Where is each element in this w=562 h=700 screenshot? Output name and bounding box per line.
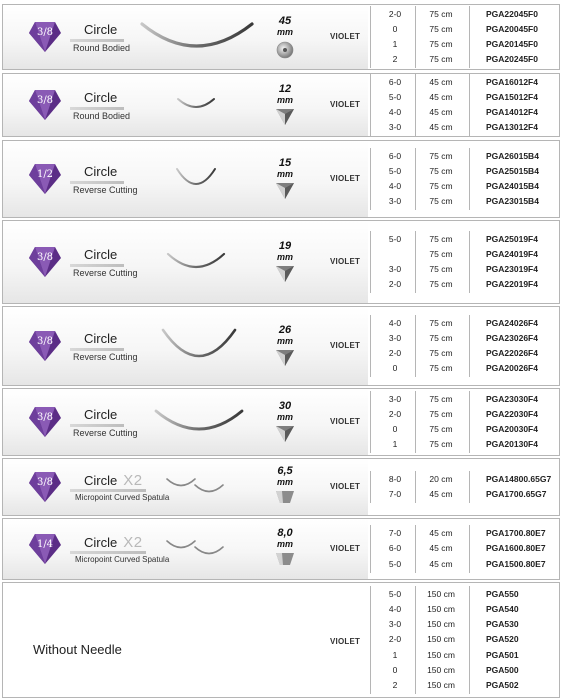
suture-size-cell: 5-0	[388, 588, 402, 599]
product-code-cell: PGA24019F4	[486, 248, 538, 259]
product-code-cell: PGA15012F4	[486, 91, 538, 102]
table-row	[3, 632, 559, 647]
product-code-cell: PGA25015B4	[486, 165, 539, 176]
suture-size-cell: 0	[392, 23, 398, 34]
table-row	[3, 526, 559, 541]
needle-shape-title-text: Circle	[84, 164, 118, 179]
table-row	[3, 179, 559, 194]
suture-size-cell: 5-0	[388, 558, 402, 569]
suture-size-cell: 2-0	[388, 634, 402, 645]
table-row	[3, 422, 559, 437]
suture-size-cell: 7-0	[388, 489, 402, 499]
product-code-cell: PGA23019F4	[486, 264, 538, 274]
suture-length-cell: 150 cm	[427, 588, 455, 599]
suture-size-cell: 3-0	[388, 393, 402, 404]
product-code-cell: PGA22030F4	[486, 408, 538, 419]
table-row	[3, 472, 559, 487]
suture-size-cell: 3-0	[388, 619, 402, 630]
suture-size-cell: 1	[392, 439, 398, 450]
needle-type-subtitle: Reverse Cutting	[73, 185, 138, 195]
product-block	[2, 4, 560, 70]
suture-size-cell: 5-0	[388, 91, 402, 102]
suture-size-cell: 7-0	[388, 528, 402, 539]
suture-size-cell: 2	[392, 54, 398, 65]
suture-size-cell: 5-0	[388, 165, 402, 176]
product-code-cell: PGA13012F4	[486, 122, 538, 133]
needle-fraction-label: 3/8	[36, 27, 54, 38]
table-row	[3, 52, 559, 67]
product-code-cell: PGA26015B4	[486, 150, 539, 161]
needle-length-value: 8,0	[277, 527, 293, 539]
product-block	[2, 458, 560, 516]
suture-length-cell: 75 cm	[429, 317, 453, 328]
product-code-cell: PGA23026F4	[486, 332, 538, 343]
needle-length-unit: mm	[276, 252, 293, 262]
suture-size-cell: 3-0	[388, 264, 402, 274]
table-row	[3, 602, 559, 617]
table-row	[3, 120, 559, 135]
table-row	[3, 22, 559, 37]
needle-fraction-label: 3/8	[36, 95, 54, 106]
needle-length-unit: mm	[276, 539, 293, 549]
needle-type-subtitle: Reverse Cutting	[73, 352, 138, 362]
product-code-cell: PGA550	[486, 588, 519, 599]
suture-length-cell: 45 cm	[429, 107, 453, 117]
suture-length-cell: 75 cm	[429, 39, 453, 49]
table-row	[3, 164, 559, 179]
product-block	[2, 73, 560, 137]
table-row	[3, 331, 559, 346]
suture-length-cell: 45 cm	[429, 122, 453, 133]
suture-length-cell: 45 cm	[429, 528, 453, 539]
product-code-cell: PGA500	[486, 664, 519, 675]
suture-length-cell: 75 cm	[429, 348, 453, 358]
table-row	[3, 247, 559, 262]
suture-length-cell: 45 cm	[429, 489, 453, 499]
needle-length-unit: mm	[276, 169, 293, 179]
needle-length-unit: mm	[276, 95, 293, 105]
suture-length-cell: 150 cm	[427, 634, 455, 645]
suture-color: VIOLET	[330, 32, 361, 41]
suture-size-cell: 6-0	[388, 150, 402, 161]
table-row	[3, 678, 559, 693]
needle-length-value: 30	[278, 400, 292, 412]
needle-type-subtitle: Reverse Cutting	[73, 268, 138, 278]
product-code-cell: PGA1700.65G7	[486, 489, 547, 499]
product-code-cell: PGA16012F4	[486, 76, 538, 87]
needle-length-value: 6,5	[277, 465, 293, 477]
product-code-cell: PGA22019F4	[486, 279, 538, 290]
product-code-cell: PGA520	[486, 634, 519, 645]
suture-length-cell: 45 cm	[429, 76, 453, 87]
suture-length-cell: 150 cm	[427, 604, 455, 614]
suture-size-cell: 1	[392, 649, 398, 660]
suture-color: VIOLET	[330, 637, 361, 646]
suture-size-cell: 3-0	[388, 332, 402, 343]
suture-length-cell: 75 cm	[429, 424, 453, 434]
product-code-cell: PGA1500.80E7	[486, 558, 546, 569]
needle-length-unit: mm	[276, 336, 293, 346]
table-row	[3, 105, 559, 120]
product-code-cell: PGA20030F4	[486, 424, 538, 434]
needle-fraction-label: 3/8	[36, 336, 54, 347]
table-row	[3, 361, 559, 376]
table-row	[3, 262, 559, 277]
needle-shape-title-text: Circle	[84, 407, 118, 422]
suture-size-cell: 2-0	[388, 279, 402, 290]
needle-shape-title-text: Circle	[84, 331, 118, 346]
suture-length-cell: 75 cm	[429, 393, 453, 404]
suture-length-cell: 75 cm	[429, 408, 453, 419]
product-code-cell: PGA20145F0	[486, 39, 538, 49]
product-code-cell: PGA25019F4	[486, 233, 538, 244]
suture-size-cell: 2-0	[388, 8, 402, 19]
needle-type-subtitle: Micropoint Curved Spatula	[75, 493, 170, 502]
needle-shape-title-text: Circle	[84, 247, 118, 262]
needle-fraction-label: 3/8	[36, 252, 54, 263]
product-code-cell: PGA501	[486, 649, 519, 660]
table-row	[3, 617, 559, 632]
suture-size-cell: 0	[392, 664, 398, 675]
suture-size-cell: 1	[392, 39, 398, 49]
needle-length-unit: mm	[276, 412, 293, 422]
suture-length-cell: 20 cm	[429, 473, 453, 484]
suture-length-cell: 150 cm	[427, 664, 455, 675]
table-row	[3, 277, 559, 292]
double-needle-label: X2	[123, 534, 143, 551]
needle-length-unit: mm	[276, 477, 293, 487]
suture-length-cell: 45 cm	[429, 543, 453, 554]
product-code-cell: PGA20245F0	[486, 54, 538, 65]
table-row	[3, 90, 559, 105]
table-row	[3, 587, 559, 602]
without-needle-label: Without Needle	[33, 642, 122, 657]
suture-length-cell: 75 cm	[429, 8, 453, 19]
needle-length-unit: mm	[276, 27, 293, 37]
table-row	[3, 407, 559, 422]
double-needle-label: X2	[123, 472, 143, 489]
product-block	[2, 388, 560, 456]
needle-type-subtitle: Round Bodied	[73, 111, 131, 121]
suture-length-cell: 75 cm	[429, 363, 453, 374]
suture-length-cell: 45 cm	[429, 558, 453, 569]
needle-shape-title-text: Circle	[84, 90, 118, 105]
suture-size-cell: 3-0	[388, 196, 402, 207]
product-code-cell: PGA22045F0	[486, 8, 538, 19]
needle-type-subtitle: Micropoint Curved Spatula	[75, 555, 170, 564]
suture-length-cell: 150 cm	[427, 680, 455, 690]
needle-shape-title-text: Circle	[84, 473, 118, 488]
needle-length-value: 45	[278, 15, 292, 27]
suture-length-cell: 75 cm	[429, 196, 453, 207]
suture-length-cell: 75 cm	[429, 54, 453, 65]
needle-length-value: 12	[278, 83, 292, 95]
suture-length-cell: 150 cm	[427, 619, 455, 630]
product-code-cell: PGA540	[486, 604, 519, 614]
needle-shape-title-text: Circle	[84, 22, 118, 37]
suture-size-cell: 2	[392, 680, 398, 690]
product-block	[2, 140, 560, 218]
product-block	[2, 518, 560, 580]
table-row	[3, 663, 559, 678]
suture-length-cell: 75 cm	[429, 332, 453, 343]
product-code-cell: PGA23030F4	[486, 393, 538, 404]
table-row	[3, 541, 559, 556]
suture-size-cell: 2-0	[388, 408, 402, 419]
suture-size-cell: 6-0	[388, 76, 402, 87]
suture-size-cell: 8-0	[388, 473, 402, 484]
product-code-cell: PGA23015B4	[486, 196, 539, 207]
suture-color: VIOLET	[330, 544, 361, 553]
needle-type-subtitle: Reverse Cutting	[73, 428, 138, 438]
suture-color: VIOLET	[330, 100, 361, 109]
table-row	[3, 648, 559, 663]
table-row	[3, 149, 559, 164]
suture-length-cell: 75 cm	[429, 165, 453, 176]
table-row	[3, 437, 559, 452]
needle-fraction-label: 1/4	[36, 539, 54, 550]
table-row	[3, 194, 559, 209]
product-code-cell: PGA502	[486, 680, 519, 690]
suture-size-cell: 2-0	[388, 348, 402, 358]
product-code-cell: PGA24026F4	[486, 317, 538, 328]
product-code-cell: PGA530	[486, 619, 519, 630]
suture-length-cell: 150 cm	[427, 649, 455, 660]
product-code-cell: PGA20130F4	[486, 439, 538, 450]
needle-length-value: 26	[278, 324, 292, 336]
suture-length-cell: 75 cm	[429, 150, 453, 161]
suture-size-cell: 4-0	[388, 181, 402, 191]
table-row	[3, 232, 559, 247]
suture-length-cell: 75 cm	[429, 23, 453, 34]
product-code-cell: PGA14012F4	[486, 107, 538, 117]
suture-color: VIOLET	[330, 482, 361, 491]
needle-shape-title-text: Circle	[84, 535, 118, 550]
suture-color: VIOLET	[330, 257, 361, 266]
table-row	[3, 392, 559, 407]
table-row	[3, 487, 559, 502]
table-row	[3, 37, 559, 52]
needle-fraction-label: 3/8	[36, 412, 54, 423]
product-block-without-needle	[2, 582, 560, 698]
suture-size-cell: 4-0	[388, 604, 402, 614]
suture-length-cell: 75 cm	[429, 279, 453, 290]
suture-size-cell: 4-0	[388, 317, 402, 328]
needle-type-subtitle: Round Bodied	[73, 43, 131, 53]
product-code-cell: PGA20026F4	[486, 363, 538, 374]
suture-size-cell: 0	[392, 363, 398, 374]
product-code-cell: PGA14800.65G7	[486, 473, 552, 484]
suture-color: VIOLET	[330, 417, 361, 426]
suture-size-cell: 6-0	[388, 543, 402, 554]
product-block	[2, 220, 560, 304]
product-block	[2, 306, 560, 386]
suture-length-cell: 75 cm	[429, 439, 453, 450]
table-row	[3, 75, 559, 90]
suture-color: VIOLET	[330, 341, 361, 350]
suture-length-cell: 75 cm	[429, 248, 453, 259]
product-code-cell: PGA24015B4	[486, 181, 539, 191]
product-code-cell: PGA1600.80E7	[486, 543, 546, 554]
needle-length-value: 15	[278, 157, 292, 169]
table-row	[3, 346, 559, 361]
product-code-cell: PGA20045F0	[486, 23, 538, 34]
suture-length-cell: 75 cm	[429, 233, 453, 244]
suture-size-cell: 0	[392, 424, 398, 434]
table-row	[3, 7, 559, 22]
table-row	[3, 557, 559, 572]
suture-length-cell: 75 cm	[429, 181, 453, 191]
suture-size-cell: 5-0	[388, 233, 402, 244]
product-code-cell: PGA22026F4	[486, 348, 538, 358]
product-code-cell: PGA1700.80E7	[486, 528, 546, 539]
needle-fraction-label: 1/2	[36, 169, 54, 180]
table-row	[3, 316, 559, 331]
suture-size-cell: 3-0	[388, 122, 402, 133]
suture-color: VIOLET	[330, 174, 361, 183]
needle-length-value: 19	[278, 240, 292, 252]
suture-length-cell: 75 cm	[429, 264, 453, 274]
suture-length-cell: 45 cm	[429, 91, 453, 102]
needle-fraction-label: 3/8	[36, 477, 54, 488]
suture-size-cell: 4-0	[388, 107, 402, 117]
